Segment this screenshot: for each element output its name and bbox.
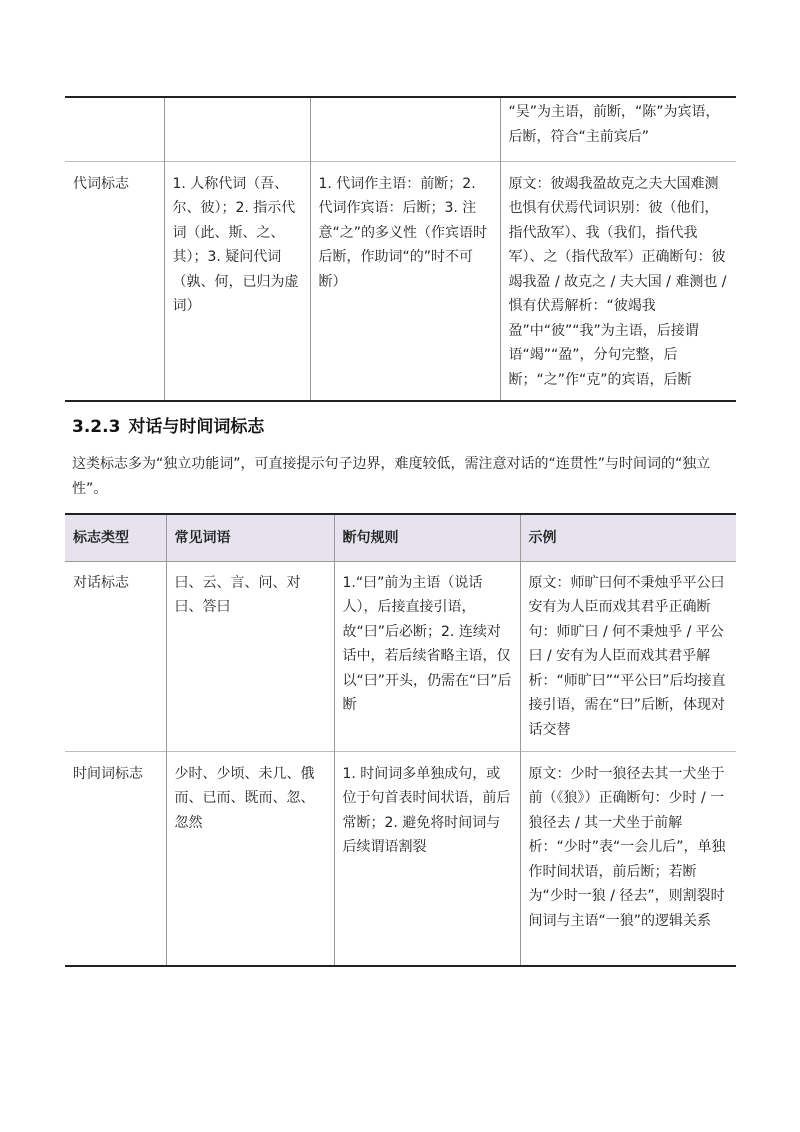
marker-type-cell: 代词标志 xyxy=(65,161,164,401)
example-cell: 原文：彼竭我盈故克之夫大国难测也惧有伏焉代词识别：彼（他们，指代敌军）、我（我们，指代我军）、之（指代敌军）正确断句：彼竭我盈 / 故克之 / 夫大国 / 难测也 / 惧有伏焉解析：“彼竭我盈”中“彼”“我”为主语，后接谓语“竭”“盈”，分句完整，后断；“之”作“克”的宾语，后断 xyxy=(500,161,736,401)
section-intro: 这类标志多为“独立功能词”，可直接提示句子边界，难度较低，需注意对话的“连贯性”与时间词的“独立性”。 xyxy=(72,456,711,497)
example-cell: 原文：师旷曰何不秉烛乎平公曰安有为人臣而戏其君乎正确断句：师旷曰 / 何不秉烛乎 / 平公曰 / 安有为人臣而戏其君乎解析：“师旷曰”“平公曰”后均接直接引语，需在“曰”后断，体现对话交替 xyxy=(520,561,736,751)
marker-type-cell: 对话标志 xyxy=(73,574,129,591)
header-example: 示例 xyxy=(520,514,736,561)
header-common-words: 常见词语 xyxy=(166,514,334,561)
table-header-row xyxy=(65,514,736,561)
header-marker-type: 标志类型 xyxy=(65,514,166,561)
rule-cell xyxy=(310,97,500,161)
table-row xyxy=(65,161,736,401)
header-rule: 断句规则 xyxy=(334,514,520,561)
common-words-cell xyxy=(164,97,310,161)
table-row xyxy=(65,97,736,161)
rule-cell: 1. 代词作主语：前断；2. 代词作宾语：后断；3. 注意“之”的多义性（作宾语时后断，作助词“的”时不可断） xyxy=(310,161,500,401)
marker-type-cell xyxy=(65,97,164,161)
table-row xyxy=(65,561,736,751)
table-row xyxy=(65,751,736,966)
example-cell: “吴”为主语，前断，“陈”为宾语，后断，符合“主前宾后” xyxy=(500,97,736,161)
example-cell: 原文：少时一狼径去其一犬坐于前（《狼》）正确断句：少时 / 一狼径去 / 其一犬坐于前解析：“少时”表“一会儿后”，单独作时间状语，前后断；若断为“少时一狼 / 径去”，则割裂时间词与主语“一狼”的逻辑关系 xyxy=(520,751,736,966)
rule-cell: 1.“曰”前为主语（说话人），后接直接引语，故“曰”后必断；2. 连续对话中，若后续省略主语，仅以“曰”开头，仍需在“曰”后断 xyxy=(334,561,520,751)
dialogue-time-marker-table xyxy=(65,513,736,967)
section-title: 对话与时间词标志 xyxy=(128,417,265,437)
marker-type-cell: 时间词标志 xyxy=(65,751,166,966)
common-words-cell: 少时、少顷、未几、俄而、已而、既而、忽、忽然 xyxy=(166,751,334,966)
section-number: 3.2.3 xyxy=(72,417,121,437)
common-words-cell: 1. 人称代词（吾、尔、彼）；2. 指示代词（此、斯、之、其）；3. 疑问代词（孰、何，已归为虚词） xyxy=(164,161,310,401)
pronoun-marker-table xyxy=(65,96,736,402)
common-words-cell: 曰、云、言、问、对曰、答曰 xyxy=(166,561,334,751)
rule-cell: 1. 时间词多单独成句，或位于句首表时间状语，前后常断；2. 避免将时间词与后续谓语割裂 xyxy=(334,751,520,966)
section-heading xyxy=(72,414,264,440)
